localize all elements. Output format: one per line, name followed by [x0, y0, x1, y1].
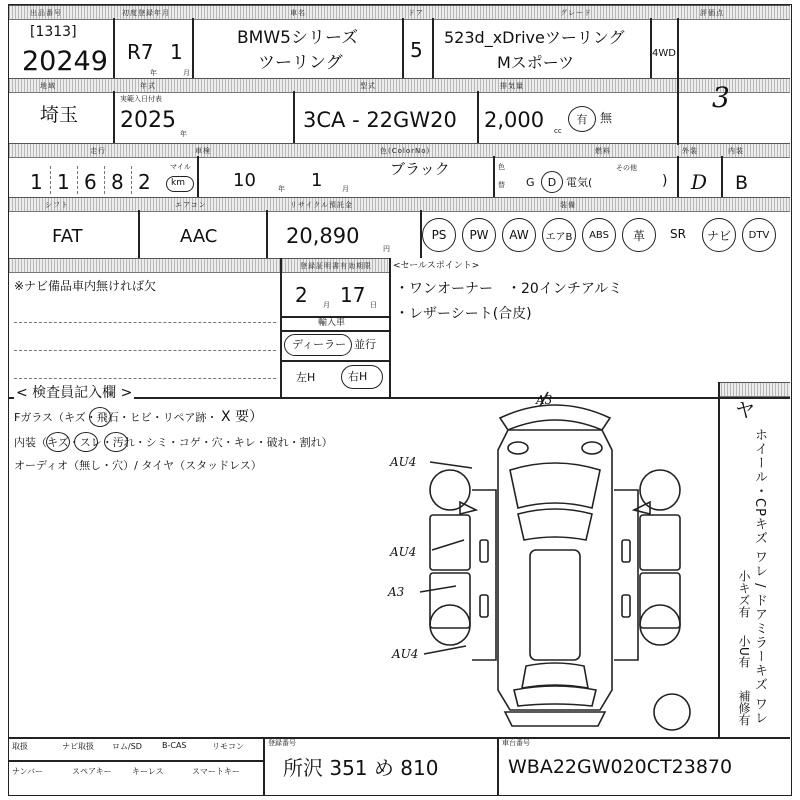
color-label-bottom: 替	[498, 181, 505, 189]
mileage-unit-top: マイル	[170, 163, 191, 171]
car-name-line1: BMW5シリーズ	[237, 28, 359, 48]
damage-1: AU4	[390, 455, 417, 469]
divider	[266, 210, 268, 258]
mark-circle	[89, 407, 111, 427]
hdr-mileage: 走行	[90, 147, 106, 155]
grade-line1: 523d_xDriveツーリング	[444, 28, 625, 47]
hdr-interior: 内装	[728, 147, 744, 155]
fuel-g: G	[526, 176, 535, 189]
aircon: AAC	[180, 226, 218, 247]
hdr-lot: 出品番号	[30, 9, 62, 17]
divider	[718, 382, 720, 737]
recycle-unit: 円	[383, 245, 390, 253]
side-small-2: 小U有	[737, 635, 751, 668]
fuel-other: その他	[616, 164, 637, 172]
divider	[9, 737, 790, 739]
mileage-digit: 2	[138, 170, 151, 194]
inspection-year: 10	[233, 170, 256, 191]
mileage-digit: 1	[57, 170, 70, 194]
hdr-sales-points: <セールスポイント>	[393, 261, 480, 271]
interior-grade: B	[735, 172, 749, 194]
validity-day: 17	[340, 283, 366, 307]
inspection-year-unit: 年	[278, 185, 285, 193]
number-labels	[12, 766, 262, 782]
validity-month-unit: 月	[323, 301, 330, 309]
plate-header: 登録番号	[268, 739, 296, 747]
hdr-exterior: 外装	[682, 147, 698, 155]
hdr-score: 評価点	[700, 9, 724, 17]
divider	[721, 156, 723, 197]
side-small-1: 小キズ有	[737, 570, 751, 618]
tail-label: 取扱	[12, 742, 28, 751]
note-audio: オーディオ（無し・穴）/ タイヤ（スタッドレス）	[14, 459, 262, 472]
inspection-month-unit: 月	[342, 185, 349, 193]
car-body	[498, 430, 612, 710]
divider	[497, 737, 499, 795]
inspector-notes-title: < 検査員記入欄 >	[16, 385, 133, 401]
mileage-separator	[131, 166, 132, 194]
number-label: スマートキー	[192, 767, 240, 776]
note-interior: 内装（キズ・スレ・汚れ・シミ・コゲ・穴・キレ・破れ・割れ）	[14, 436, 333, 449]
equipment-list	[422, 218, 792, 254]
fuel-d: D	[547, 175, 557, 189]
equipment-item: SR	[670, 227, 686, 241]
equipment-item: PW	[462, 218, 496, 252]
divider	[432, 18, 434, 78]
drive: 4WD	[652, 48, 676, 59]
doors: 5	[410, 38, 423, 62]
divider	[402, 18, 404, 78]
remarks-line	[14, 322, 276, 323]
hdr-region: 地域	[40, 82, 56, 90]
front-bumper	[500, 405, 610, 430]
grade-line2: Mスポーツ	[497, 53, 575, 72]
color-label-top: 色	[498, 163, 505, 171]
divider	[280, 258, 282, 398]
validity-day-unit: 日	[370, 301, 377, 309]
lot-code: [1313]	[30, 24, 77, 40]
hdr-equipment: 装備	[560, 201, 576, 209]
note-windshield: Fガラス（キズ・飛石・ヒビ・リペア跡・	[14, 411, 218, 424]
side-notes: ホイール・CPキズ ワレ / ドアミラーキズ ワレ	[752, 428, 767, 725]
right-hand: 右H	[348, 370, 368, 383]
hdr-recycle: リサイクル預託金	[290, 201, 354, 209]
lot-number: 20249	[22, 46, 108, 77]
hdr-displacement: 排気量	[500, 82, 524, 90]
number-label: スペアキー	[72, 767, 112, 776]
model-year: 2025	[120, 108, 176, 133]
vin: WBA22GW020CT23870	[508, 756, 733, 778]
note-windshield-mark: X 要）	[221, 409, 264, 425]
fuel-elec: 電気(	[566, 176, 593, 189]
tail-label: B-CAS	[162, 741, 187, 750]
model-code: 3CA - 22GW20	[303, 108, 457, 132]
import-label: 輸入車	[318, 318, 346, 328]
equipment-item: 革	[622, 218, 656, 252]
car-diagram	[380, 390, 720, 740]
validity-month: 2	[295, 283, 308, 307]
hdr-doors: ドア	[408, 9, 424, 17]
header-bar-row4	[9, 197, 790, 212]
dealer: ディーラー	[292, 338, 347, 351]
equipment-item: エアB	[542, 218, 576, 252]
divider	[197, 156, 199, 197]
tail-label: リモコン	[212, 742, 244, 751]
left-hand: 左H	[296, 371, 316, 384]
equipment-item: DTV	[742, 218, 776, 252]
divider	[280, 360, 389, 362]
tail-labels	[12, 741, 262, 757]
inspection-month: 1	[311, 170, 323, 191]
remarks-line	[14, 350, 276, 351]
model-year-note: 実範入日付表	[120, 95, 162, 103]
reg-era: R7	[127, 40, 154, 64]
mark-circle	[74, 432, 98, 452]
mileage-digit: 8	[111, 170, 124, 194]
reg-year: 1	[170, 40, 183, 64]
score: 3	[712, 81, 730, 114]
sales-point-1: ・ワンオーナー ・20インチアルミ	[395, 281, 623, 297]
mark-circle	[104, 432, 128, 452]
remarks-line	[14, 378, 276, 379]
divider	[138, 210, 140, 258]
model-year-unit: 年	[180, 130, 187, 138]
side-small-3: 補修有	[737, 690, 751, 726]
displacement: 2,000	[484, 108, 545, 132]
hdr-grade: グレード	[560, 9, 592, 17]
plate: 所沢 351 め 810	[283, 756, 439, 780]
car-name-line2: ツーリング	[258, 53, 343, 73]
turbo-yes: 有	[576, 113, 588, 126]
turbo-no: 無	[600, 111, 613, 125]
remarks: ※ナビ備品車内無ければ欠	[14, 279, 157, 293]
equipment-item: ABS	[582, 218, 616, 252]
divider	[389, 258, 391, 398]
displacement-unit: cc	[554, 127, 562, 135]
color: ブラック	[390, 160, 450, 178]
number-label: キーレス	[132, 767, 164, 776]
hdr-aircon: エアコン	[175, 201, 207, 209]
equipment-item: AW	[502, 218, 536, 252]
mileage-separator	[50, 166, 51, 194]
equipment-item: PS	[422, 218, 456, 252]
hdr-modelyear: 年式	[140, 82, 156, 90]
number-label: ナンバー	[12, 767, 44, 776]
divider	[280, 330, 389, 332]
damage-4: AU4	[392, 647, 419, 661]
sales-point-2: ・レザーシート(合皮)	[395, 306, 532, 322]
mileage-digit: 6	[84, 170, 97, 194]
divider	[113, 91, 115, 143]
tail-label: ナビ取扱	[62, 742, 94, 751]
turbo-yes-circle	[568, 106, 596, 132]
recycle-fee: 20,890	[286, 224, 360, 248]
hdr-carname: 車名	[290, 9, 306, 17]
damage-3: A3	[388, 585, 405, 599]
vin-header: 車台番号	[502, 739, 530, 747]
mark-circle	[46, 432, 70, 452]
mileage	[30, 170, 170, 192]
hdr-year: 初度登録年月	[122, 9, 170, 17]
fuel-d-circle	[541, 171, 563, 193]
reg-year-unit: 年	[150, 69, 157, 77]
damage-front: A3	[536, 393, 553, 407]
hdr-model: 型式	[360, 82, 376, 90]
mileage-separator	[104, 166, 105, 194]
hdr-validity: 登録証明書有効期限	[300, 262, 372, 270]
divider	[192, 18, 194, 78]
divider	[677, 156, 679, 197]
side-mark: ヤ	[735, 398, 755, 422]
tail-label: ロム/SD	[112, 742, 142, 751]
divider	[263, 737, 265, 795]
mileage-unit-km: km	[171, 178, 185, 188]
mileage-separator	[77, 166, 78, 194]
header-bar-row2	[9, 78, 790, 93]
divider	[677, 18, 679, 145]
hdr-shift: シフト	[45, 201, 69, 209]
divider	[9, 760, 263, 762]
side-bar	[718, 382, 790, 397]
hdr-inspection: 車検	[195, 147, 211, 155]
divider	[493, 156, 495, 197]
divider	[477, 91, 479, 143]
reg-month-unit: 月	[183, 69, 190, 77]
region: 埼玉	[40, 104, 79, 126]
shift: FAT	[52, 226, 83, 247]
damage-2: AU4	[390, 545, 417, 559]
hdr-color: 色(ColorNo)	[380, 147, 431, 155]
exterior-grade: D	[691, 170, 708, 194]
fuel-close: )	[662, 173, 668, 189]
hdr-fuel: 燃料	[595, 147, 611, 155]
equipment-item: ナビ	[702, 218, 736, 252]
parallel: 並行	[354, 338, 376, 351]
divider	[293, 91, 295, 143]
mileage-digit: 1	[30, 170, 43, 194]
divider	[113, 18, 115, 78]
